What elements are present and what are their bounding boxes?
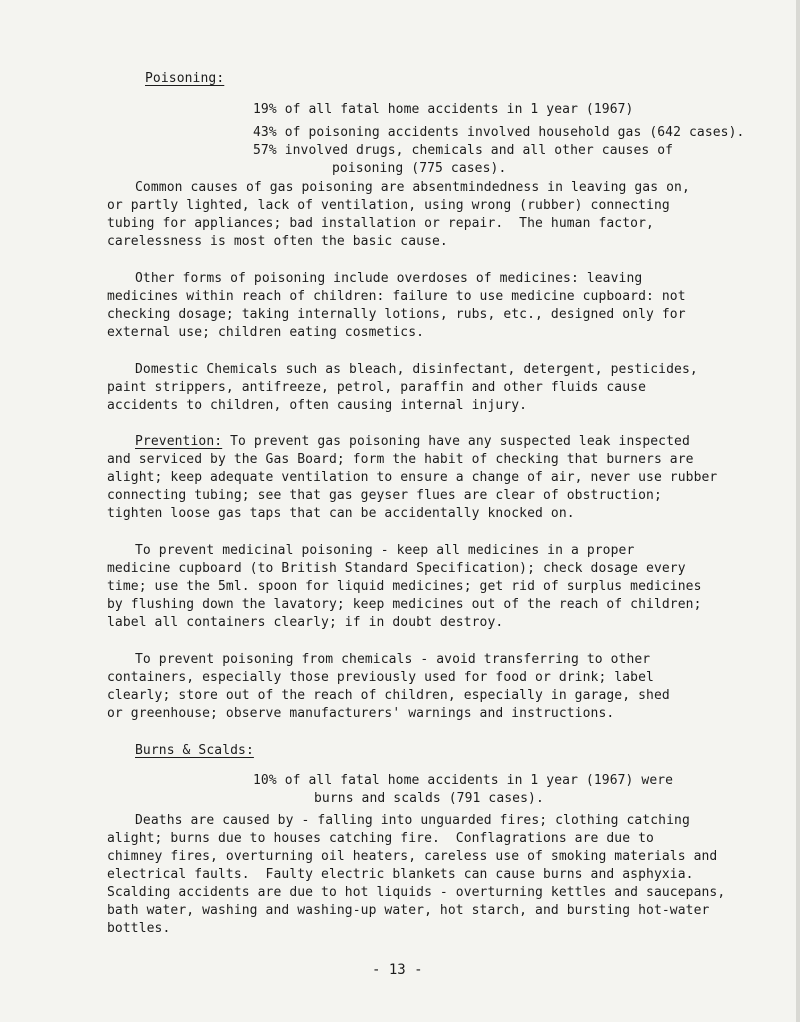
burns-causes-line: Scalding accidents are due to hot liquids - overturning kettles and saucepans, (107, 885, 726, 900)
gas-causes-line: carelessness is most often the basic cause. (107, 234, 448, 249)
medicinal-line: label all containers clearly; if in doubt destroy. (107, 615, 504, 630)
domestic-chemicals-line: Domestic Chemicals such as bleach, disinfectant, detergent, pesticides, (135, 362, 698, 377)
page-edge-divider (796, 0, 800, 1022)
other-forms-line: checking dosage; taking internally lotions, rubs, etc., designed only for (107, 307, 686, 322)
gas-causes-line: tubing for appliances; bad installation or repair. The human factor, (107, 216, 654, 231)
other-forms-line: external use; children eating cosmetics. (107, 325, 425, 340)
burns-stat-line-2: burns and scalds (791 cases). (314, 791, 544, 806)
prevention-label: Prevention: (135, 434, 223, 449)
prevention-first-text: To prevent gas poisoning have any suspected leak inspected (222, 434, 690, 449)
poisoning-stat-1: 19% of all fatal home accidents in 1 year (1967) (253, 102, 634, 117)
chemicals-line: containers, especially those previously used for food or drink; label (107, 670, 654, 685)
medicinal-line: time; use the 5ml. spoon for liquid medicines; get rid of surplus medicines (107, 579, 702, 594)
burns-causes-line: alight; burns due to houses catching fire. Conflagrations are due to (107, 831, 654, 846)
gas-causes-line: Common causes of gas poisoning are absentmindedness in leaving gas on, (135, 180, 690, 195)
page-number: - 13 - (372, 962, 423, 978)
chemicals-line: To prevent poisoning from chemicals - avoid transferring to other (135, 652, 651, 667)
prevention-line: and serviced by the Gas Board; form the habit of checking that burners are (107, 452, 694, 467)
prevention-line: tighten loose gas taps that can be accidentally knocked on. (107, 506, 575, 521)
chemicals-line: clearly; store out of the reach of children, especially in garage, shed (107, 688, 670, 703)
chemicals-line: or greenhouse; observe manufacturers' warnings and instructions. (107, 706, 615, 721)
burns-heading: Burns & Scalds: (135, 743, 254, 758)
medicinal-line: by flushing down the lavatory; keep medicines out of the reach of children; (107, 597, 702, 612)
burns-causes-line: bottles. (107, 921, 171, 936)
prevention-line: connecting tubing; see that gas geyser flues are clear of obstruction; (107, 488, 662, 503)
burns-causes-line: chimney fires, overturning oil heaters, careless use of smoking materials and (107, 849, 718, 864)
domestic-chemicals-line: accidents to children, often causing internal injury. (107, 398, 528, 413)
burns-causes-line: Deaths are caused by - falling into unguarded fires; clothing catching (135, 813, 690, 828)
prevention-line: alight; keep adequate ventilation to ensure a change of air, never use rubber (107, 470, 718, 485)
gas-causes-line: or partly lighted, lack of ventilation, using wrong (rubber) connecting (107, 198, 670, 213)
medicinal-line: To prevent medicinal poisoning - keep all medicines in a proper (135, 543, 635, 558)
burns-causes-line: electrical faults. Faulty electric blankets can cause burns and asphyxia. (107, 867, 694, 882)
poisoning-stat-2: 43% of poisoning accidents involved household gas (642 cases). (253, 125, 745, 140)
medicinal-line: medicine cupboard (to British Standard Specification); check dosage every (107, 561, 686, 576)
prevention-first-line (135, 433, 690, 451)
poisoning-heading: Poisoning: (145, 71, 225, 86)
other-forms-line: medicines within reach of children: failure to use medicine cupboard: not (107, 289, 686, 304)
burns-causes-line: bath water, washing and washing-up water, hot starch, and bursting hot-water (107, 903, 710, 918)
domestic-chemicals-line: paint strippers, antifreeze, petrol, paraffin and other fluids cause (107, 380, 647, 395)
poisoning-stat-3-line-2: poisoning (775 cases). (332, 161, 507, 176)
other-forms-line: Other forms of poisoning include overdoses of medicines: leaving (135, 271, 643, 286)
poisoning-stat-3-line-1: 57% involved drugs, chemicals and all other causes of (253, 143, 674, 158)
burns-stat-line-1: 10% of all fatal home accidents in 1 year (1967) were (253, 773, 674, 788)
